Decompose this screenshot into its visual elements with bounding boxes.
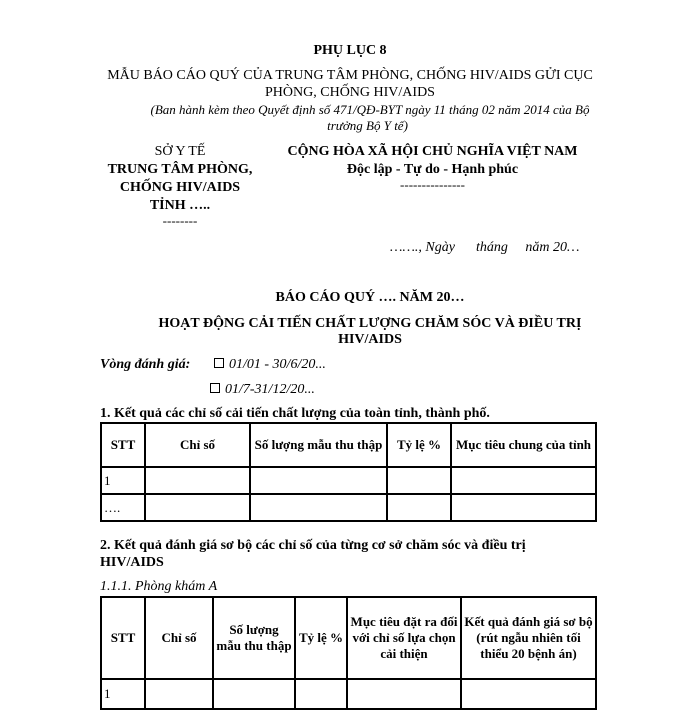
checkbox-icon[interactable] <box>214 358 224 368</box>
column-header-stt: STT <box>101 423 145 467</box>
report-title-line1: BÁO CÁO QUÝ …. NĂM 20… <box>275 290 465 305</box>
table-row <box>101 679 596 709</box>
section1-table <box>100 422 597 522</box>
decision-note-line1: (Ban hành kèm theo Quyết định số 471/QĐ-BYT ngày 11 tháng 02 năm 2014 của Bộ <box>150 102 590 117</box>
column-header-indicator: Chỉ số <box>145 423 250 467</box>
column-header-sample-size: Số lượng mẫu thu thập <box>250 423 387 467</box>
table-header-row <box>101 423 596 467</box>
clinic-subheading: 1.1.1. Phòng khám A <box>100 579 218 594</box>
table-cell[interactable] <box>387 467 451 494</box>
table-cell[interactable] <box>145 679 213 709</box>
right-rule: --------------- <box>400 177 465 192</box>
column-header-percent: Tỷ lệ % <box>387 423 451 467</box>
form-title-line2: PHÒNG, CHỐNG HIV/AIDS <box>265 85 435 100</box>
center-name-line2: CHỐNG HIV/AIDS <box>119 180 241 195</box>
table-cell[interactable] <box>347 679 461 709</box>
table-cell[interactable] <box>145 494 250 521</box>
table-cell[interactable] <box>387 494 451 521</box>
section2-table <box>100 596 597 710</box>
round-option-2-label: 01/7-31/12/20... <box>225 382 315 397</box>
table-cell[interactable]: 1 <box>101 467 145 494</box>
report-title-line3: HIV/AIDS <box>338 332 402 347</box>
column-header-target: Mục tiêu đặt ra đối với chỉ số lựa chọn cải thiện <box>347 597 461 679</box>
column-header-sample-size: Số lượng mẫu thu thập <box>213 597 295 679</box>
section2-heading-line1: 2. Kết quả đánh giá sơ bộ các chỉ số của từng cơ sở chăm sóc và điều trị <box>100 538 526 553</box>
round-option-2[interactable] <box>210 381 315 398</box>
table-cell[interactable] <box>295 679 347 709</box>
table-header-row <box>101 597 596 679</box>
table-cell[interactable] <box>250 467 387 494</box>
section2-heading-line2: HIV/AIDS <box>100 555 164 570</box>
date-line: ……., Ngày tháng năm 20… <box>390 240 580 255</box>
table-cell[interactable] <box>461 679 596 709</box>
report-title-line2: HOẠT ĐỘNG CẢI TIẾN CHẤT LƯỢNG CHĂM SÓC VÀ ĐIỀU TRỊ <box>158 316 582 331</box>
checkbox-icon[interactable] <box>210 383 220 393</box>
table-cell[interactable]: …. <box>101 494 145 521</box>
decision-note-line2: trưởng Bộ Y tế) <box>327 118 408 133</box>
table-row <box>101 467 596 494</box>
round-label: Vòng đánh giá: <box>100 357 191 372</box>
form-title-line1: MẪU BÁO CÁO QUÝ CỦA TRUNG TÂM PHÒNG, CHỐNG HIV/AIDS GỬI CỤC <box>107 68 593 83</box>
table-row <box>101 494 596 521</box>
dept-health-label: SỞ Y TẾ <box>154 144 206 159</box>
center-name-line1: TRUNG TÂM PHÒNG, <box>107 162 253 177</box>
column-header-stt: STT <box>101 597 145 679</box>
table-cell[interactable] <box>145 467 250 494</box>
column-header-percent: Tỷ lệ % <box>295 597 347 679</box>
table-cell[interactable] <box>451 494 596 521</box>
province-label: TỈNH ….. <box>149 198 211 213</box>
section1-heading: 1. Kết quả các chỉ số cải tiến chất lượng của toàn tỉnh, thành phố. <box>100 406 490 421</box>
left-rule: -------- <box>162 213 198 228</box>
column-header-province-target: Mục tiêu chung của tỉnh <box>451 423 596 467</box>
round-option-1-label: 01/01 - 30/6/20... <box>229 357 326 372</box>
column-header-preliminary-result: Kết quả đánh giá sơ bộ (rút ngẫu nhiên tối thiểu 20 bệnh án) <box>461 597 596 679</box>
motto: Độc lập - Tự do - Hạnh phúc <box>346 162 519 177</box>
republic-title: CỘNG HÒA XÃ HỘI CHỦ NGHĨA VIỆT NAM <box>287 144 578 159</box>
table-cell[interactable] <box>451 467 596 494</box>
table-cell[interactable]: 1 <box>101 679 145 709</box>
table-cell[interactable] <box>213 679 295 709</box>
round-option-1[interactable] <box>214 356 326 373</box>
column-header-indicator: Chỉ số <box>145 597 213 679</box>
table-cell[interactable] <box>250 494 387 521</box>
appendix-title: PHỤ LỤC 8 <box>313 43 387 58</box>
